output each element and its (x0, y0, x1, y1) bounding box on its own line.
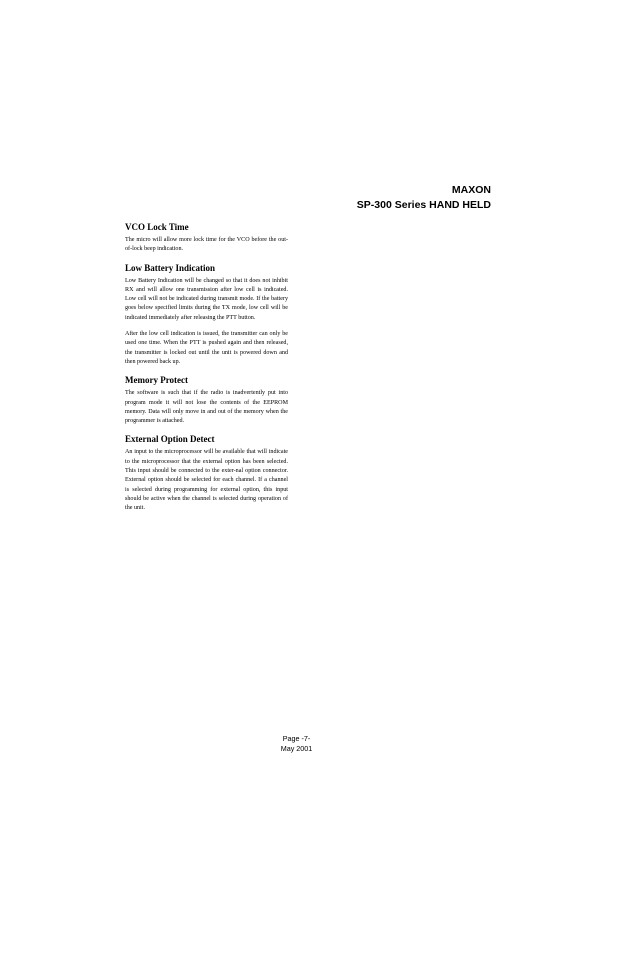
section-paragraph: The software is such that if the radio is inadvertently put into program mode it will not lose the contents of the EEPROM memory. Data will only move in and out of the memory when the programmer is attached. (125, 390, 288, 425)
section-heading: External Option Detect (125, 434, 215, 445)
model-name: SP-300 Series HAND HELD (356, 199, 491, 211)
section-external-option-detect (125, 433, 288, 513)
section-vco-lock-time (125, 221, 288, 255)
brand-name: MAXON (451, 184, 491, 196)
section-paragraph: After the low cell indication is issued, the transmitter can only be used one time. When the PTT is pushed again and then released, the transmitter is locked out until the unit is powered down and then powered back up. (125, 331, 288, 365)
publication-date: May 2001 (280, 744, 313, 753)
section-memory-protect (125, 374, 288, 426)
section-paragraph: An input to the microprocessor will be available that will indicate to the microprocessor that the external option has been selected. This input should be connected to the exter-nal option connector. External option should be selected for each channel. If a channel is selected during programming for external option, this input should be active when the channel is selected during operation of the unit. (125, 449, 288, 512)
page-header (357, 183, 491, 213)
page-number: Page -7- (282, 734, 311, 743)
content-column (125, 221, 288, 521)
section-paragraph: Low Battery Indication will be changed so that it does not inhibit RX and will allow one transmission after low cell is indicated. Low cell will not be indicated during transmit mode. If the battery goes below specified limits during the TX mode, low cell will be indicated immediately after releasing the PTT button. (125, 277, 288, 321)
section-heading: VCO Lock Time (125, 222, 189, 232)
section-paragraph: The micro will allow more lock time for the VCO before the out-of-lock beep indication. (125, 237, 288, 253)
section-heading: Low Battery Indication (125, 262, 215, 273)
section-low-battery-indication (125, 262, 288, 368)
page-footer (0, 734, 593, 754)
section-heading: Memory Protect (125, 375, 189, 386)
